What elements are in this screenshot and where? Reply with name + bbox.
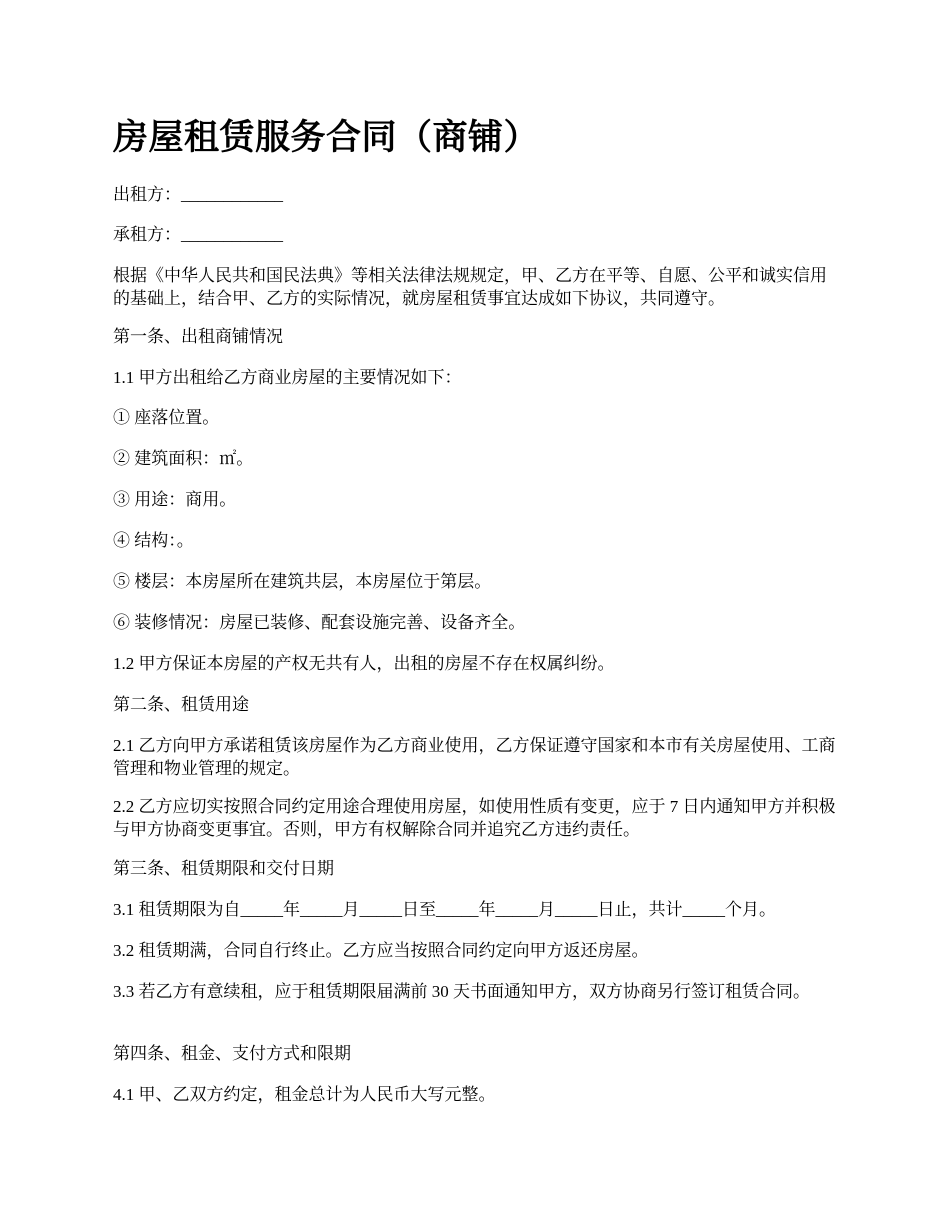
property-item-structure: ④ 结构：。 xyxy=(113,531,194,550)
property-item-area: ② 建筑面积：㎡。 xyxy=(113,449,254,468)
intro-paragraph: 根据《中华人民共和国民法典》等相关法律法规规定，甲、乙方在平等、自愿、公平和诚实信用的基础上，结合甲、乙方的实际情况，就房屋租赁事宜达成如下协议，共同遵守。 xyxy=(113,266,827,308)
property-item-use: ③ 用途：商用。 xyxy=(113,490,237,509)
article-1-heading: 第一条、出租商铺情况 xyxy=(113,327,283,346)
lessor-field: 出租方：____________ xyxy=(113,185,283,204)
article-2-heading: 第二条、租赁用途 xyxy=(113,695,249,714)
property-item-location: ① 座落位置。 xyxy=(113,408,220,427)
property-item-floor: ⑤ 楼层：本房屋所在建筑共层，本房屋位于第层。 xyxy=(113,572,492,591)
property-item-decoration: ⑥ 装修情况：房屋已装修、配套设施完善、设备齐全。 xyxy=(113,613,526,632)
document-title: 房屋租赁服务合同（商铺） xyxy=(113,118,540,157)
clause-1-2: 1.2 甲方保证本房屋的产权无共有人，出租的房屋不存在权属纠纷。 xyxy=(113,654,615,673)
article-4-heading: 第四条、租金、支付方式和限期 xyxy=(113,1044,351,1063)
clause-2-2: 2.2 乙方应切实按照合同约定用途合理使用房屋，如使用性质有变更，应于 7 日内通知甲方并积极与甲方协商变更事宜。否则，甲方有权解除合同并追究乙方违约责任。 xyxy=(113,797,836,839)
clause-3-3: 3.3 若乙方有意续租，应于租赁期限届满前 30 天书面通知甲方，双方协商另行签订租赁合同。 xyxy=(113,982,810,1001)
clause-3-2: 3.2 租赁期满，合同自行终止。乙方应当按照合同约定向甲方返还房屋。 xyxy=(113,941,649,960)
clause-3-1: 3.1 租赁期限为自_____年_____月_____日至_____年_____月_____日止，共计_____个月。 xyxy=(113,900,776,919)
clause-4-1: 4.1 甲、乙双方约定，租金总计为人民币大写元整。 xyxy=(113,1085,496,1104)
clause-2-1: 2.1 乙方向甲方承诺租赁该房屋作为乙方商业使用，乙方保证遵守国家和本市有关房屋使用、工商管理和物业管理的规定。 xyxy=(113,736,836,778)
clause-1-1: 1.1 甲方出租给乙方商业房屋的主要情况如下： xyxy=(113,368,462,387)
lessee-field: 承租方：____________ xyxy=(113,225,283,244)
article-3-heading: 第三条、租赁期限和交付日期 xyxy=(113,859,334,878)
